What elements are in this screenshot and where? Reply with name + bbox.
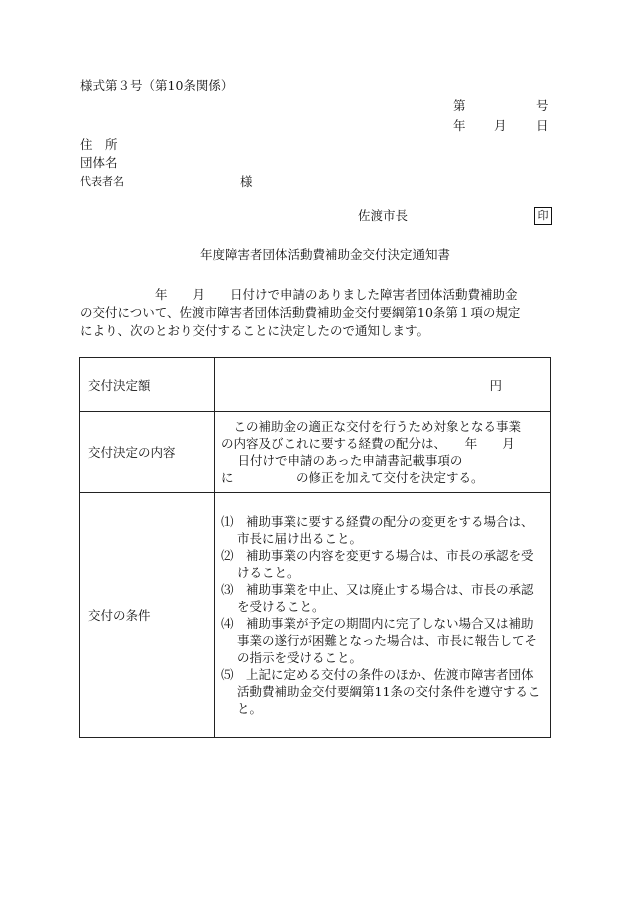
intro-line: の交付について、佐渡市障害者団体活動費補助金交付要綱第10条第１項の規定 bbox=[80, 305, 521, 320]
intro-line: 年 月 日付けで申請のありました障害者団体活動費補助金 bbox=[80, 287, 518, 302]
condition-text: 上記に定める交付の条件のほか、佐渡市障害者団体 bbox=[246, 667, 534, 682]
condition-text: 補助事業が予定の期間内に完了しない場合又は補助 bbox=[246, 616, 534, 631]
table-row-content bbox=[80, 412, 551, 493]
content-line: この補助金の適正な交付を行うため対象となる事業 bbox=[221, 419, 522, 434]
condition-text: 補助事業に要する経費の配分の変更をする場合は、 bbox=[246, 514, 534, 529]
amount-cell bbox=[215, 358, 551, 412]
amount-unit: 円 bbox=[489, 378, 502, 393]
condition-item bbox=[221, 666, 550, 717]
address-label: 住 所 bbox=[80, 137, 118, 152]
form-number: 様式第３号（第10条関係） bbox=[80, 78, 234, 93]
condition-text: けること。 bbox=[237, 565, 300, 580]
content-cell bbox=[215, 412, 551, 493]
condition-marker: ⑴ bbox=[221, 514, 234, 529]
conditions-label: 交付の条件 bbox=[80, 493, 215, 738]
conditions-cell bbox=[215, 493, 551, 738]
issuer-title: 佐渡市長 bbox=[358, 208, 409, 223]
table-row-amount bbox=[80, 358, 551, 412]
condition-marker: ⑶ bbox=[221, 582, 234, 597]
seal-mark: 印 bbox=[534, 207, 552, 225]
condition-item bbox=[221, 513, 550, 547]
doc-number-dai: 第 bbox=[453, 98, 466, 113]
date-year: 年 bbox=[453, 118, 466, 133]
honorific-sama: 様 bbox=[240, 174, 253, 189]
condition-text: を受けること。 bbox=[237, 599, 325, 614]
group-name-label: 団体名 bbox=[80, 155, 118, 170]
intro-paragraph bbox=[80, 286, 552, 340]
condition-text: 補助事業の内容を変更する場合は、市長の承認を受 bbox=[246, 548, 534, 563]
decision-table bbox=[79, 357, 551, 738]
condition-text: 補助事業を中止、又は廃止する場合は、市長の承認 bbox=[246, 582, 534, 597]
condition-text: 市長に届け出ること。 bbox=[237, 531, 363, 546]
intro-line: により、次のとおり交付することに決定したので通知します。 bbox=[80, 323, 430, 338]
condition-marker: ⑵ bbox=[221, 548, 234, 563]
content-label: 交付決定の内容 bbox=[80, 412, 215, 493]
condition-item bbox=[221, 547, 550, 581]
condition-marker: ⑸ bbox=[221, 667, 234, 682]
doc-number-go: 号 bbox=[536, 98, 549, 113]
table-row-conditions bbox=[80, 493, 551, 738]
content-line: に の修正を加えて交付を決定する。 bbox=[221, 470, 484, 485]
condition-text: の指示を受けること。 bbox=[237, 650, 363, 665]
condition-marker: ⑷ bbox=[221, 616, 234, 631]
date-day: 日 bbox=[536, 118, 549, 133]
content-line: の内容及びこれに要する経費の配分は、 年 月 bbox=[221, 436, 515, 451]
date-month: 月 bbox=[494, 118, 507, 133]
condition-text: 事業の遂行が困難となった場合は、市長に報告してそ bbox=[237, 633, 538, 648]
document-title: 年度障害者団体活動費補助金交付決定通知書 bbox=[200, 247, 451, 262]
amount-label: 交付決定額 bbox=[80, 358, 215, 412]
condition-text: 活動費補助金交付要綱第11条の交付条件を遵守するこ bbox=[237, 684, 541, 699]
condition-item bbox=[221, 615, 550, 666]
condition-item bbox=[221, 581, 550, 615]
content-line: 日付けで申請のあった申請書記載事項の bbox=[225, 453, 463, 468]
condition-text: と。 bbox=[237, 701, 263, 716]
representative-label: 代表者名 bbox=[80, 175, 124, 188]
